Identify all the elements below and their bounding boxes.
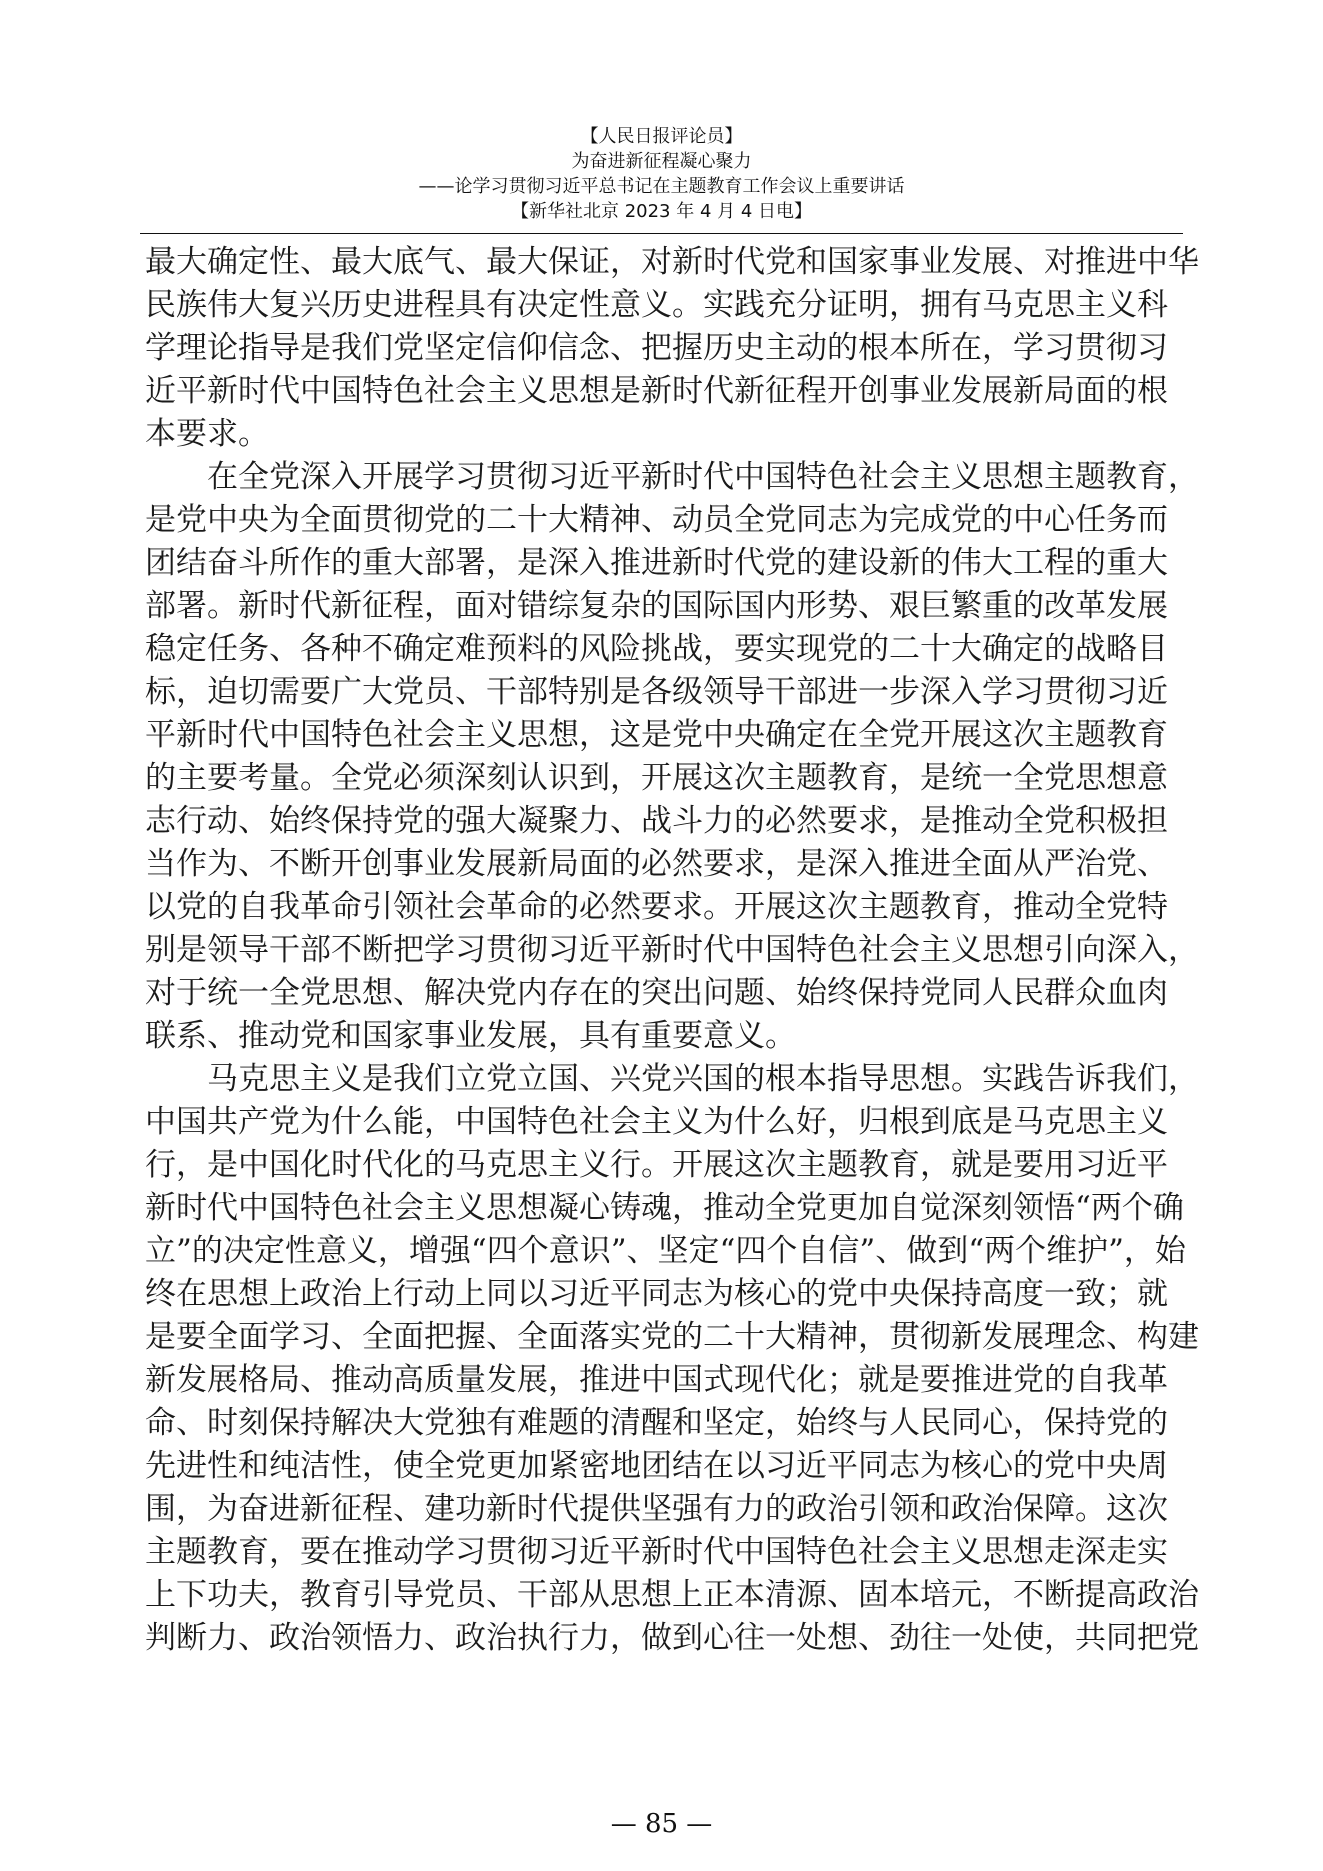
page-number: — 85 — <box>610 1809 713 1839</box>
text-line: 中国共产党为什么能，中国特色社会主义为什么好，归根到底是马克思主义 <box>145 1104 1168 1140</box>
text-line: 对于统一全党思想、解决党内存在的突出问题、始终保持党同人民群众血肉 <box>145 975 1168 1011</box>
text-line: 立”的决定性意义，增强“四个意识”、坚定“四个自信”、做到“两个维护”，始 <box>145 1233 1186 1269</box>
text-line: 联系、推动党和国家事业发展，具有重要意义。 <box>145 1018 796 1054</box>
text-line: 是党中央为全面贯彻党的二十大精神、动员全党同志为完成党的中心任务而 <box>145 502 1168 538</box>
article-body <box>145 241 1199 1660</box>
text-line: 部署。新时代新征程，面对错综复杂的国际国内形势、艰巨繁重的改革发展 <box>145 588 1168 624</box>
article-subtitle: ——论学习贯彻习近平总书记在主题教育工作会议上重要讲话 <box>418 176 905 197</box>
text-line: 稳定任务、各种不确定难预料的风险挑战，要实现党的二十大确定的战略目 <box>145 631 1168 667</box>
text-line: 终在思想上政治上行动上同以习近平同志为核心的党中央保持高度一致；就 <box>145 1276 1168 1312</box>
text-line: 以党的自我革命引领社会革命的必然要求。开展这次主题教育，推动全党特 <box>145 889 1168 925</box>
text-line: 是要全面学习、全面把握、全面落实党的二十大精神，贯彻新发展理念、构建 <box>145 1319 1199 1355</box>
text-line: 命、时刻保持解决大党独有难题的清醒和坚定，始终与人民同心，保持党的 <box>145 1405 1168 1441</box>
column-label: 【人民日报评论员】 <box>580 126 743 147</box>
text-line: 志行动、始终保持党的强大凝聚力、战斗力的必然要求，是推动全党积极担 <box>145 803 1168 839</box>
text-line: 当作为、不断开创事业发展新局面的必然要求，是深入推进全面从严治党、 <box>145 846 1168 882</box>
text-line: 本要求。 <box>145 416 269 452</box>
text-line: 的主要考量。全党必须深刻认识到，开展这次主题教育，是统一全党思想意 <box>145 760 1168 796</box>
text-line: 标，迫切需要广大党员、干部特别是各级领导干部进一步深入学习贯彻习近 <box>145 674 1168 710</box>
text-line: 近平新时代中国特色社会主义思想是新时代新征程开创事业发展新局面的根 <box>145 373 1168 409</box>
text-line: 判断力、政治领悟力、政治执行力，做到心往一处想、劲往一处使，共同把党 <box>145 1620 1199 1656</box>
text-line: 行，是中国化时代化的马克思主义行。开展这次主题教育，就是要用习近平 <box>145 1147 1168 1183</box>
text-line: 学理论指导是我们党坚定信仰信念、把握历史主动的根本所在，学习贯彻习 <box>145 330 1168 366</box>
text-line: 最大确定性、最大底气、最大保证，对新时代党和国家事业发展、对推进中华 <box>145 244 1199 280</box>
text-line: 新发展格局、推动高质量发展，推进中国式现代化；就是要推进党的自我革 <box>145 1362 1168 1398</box>
dateline: 【新华社北京 2023 年 4 月 4 日电】 <box>510 201 813 222</box>
text-line: 团结奋斗所作的重大部署，是深入推进新时代党的建设新的伟大工程的重大 <box>145 545 1168 581</box>
paragraph-start-line: 在全党深入开展学习贯彻习近平新时代中国特色社会主义思想主题教育， <box>207 459 1199 495</box>
text-line: 主题教育，要在推动学习贯彻习近平新时代中国特色社会主义思想走深走实 <box>145 1534 1168 1570</box>
text-line: 新时代中国特色社会主义思想凝心铸魂，推动全党更加自觉深刻领悟“两个确 <box>145 1190 1184 1226</box>
text-line: 先进性和纯洁性，使全党更加紧密地团结在以习近平同志为核心的党中央周 <box>145 1448 1168 1484</box>
text-line: 上下功夫，教育引导党员、干部从思想上正本清源、固本培元，不断提高政治 <box>145 1577 1199 1613</box>
text-line: 围，为奋进新征程、建功新时代提供坚强有力的政治引领和政治保障。这次 <box>145 1491 1168 1527</box>
text-line: 民族伟大复兴历史进程具有决定性意义。实践充分证明，拥有马克思主义科 <box>145 287 1168 323</box>
page-header <box>140 124 1183 224</box>
text-line: 别是领导干部不断把学习贯彻习近平新时代中国特色社会主义思想引向深入， <box>145 932 1199 968</box>
paragraph-start-line: 马克思主义是我们立党立国、兴党兴国的根本指导思想。实践告诉我们， <box>207 1061 1199 1097</box>
header-rule <box>140 233 1183 234</box>
article-title: 为奋进新征程凝心聚力 <box>571 151 752 172</box>
text-line: 平新时代中国特色社会主义思想，这是党中央确定在全党开展这次主题教育 <box>145 717 1168 753</box>
